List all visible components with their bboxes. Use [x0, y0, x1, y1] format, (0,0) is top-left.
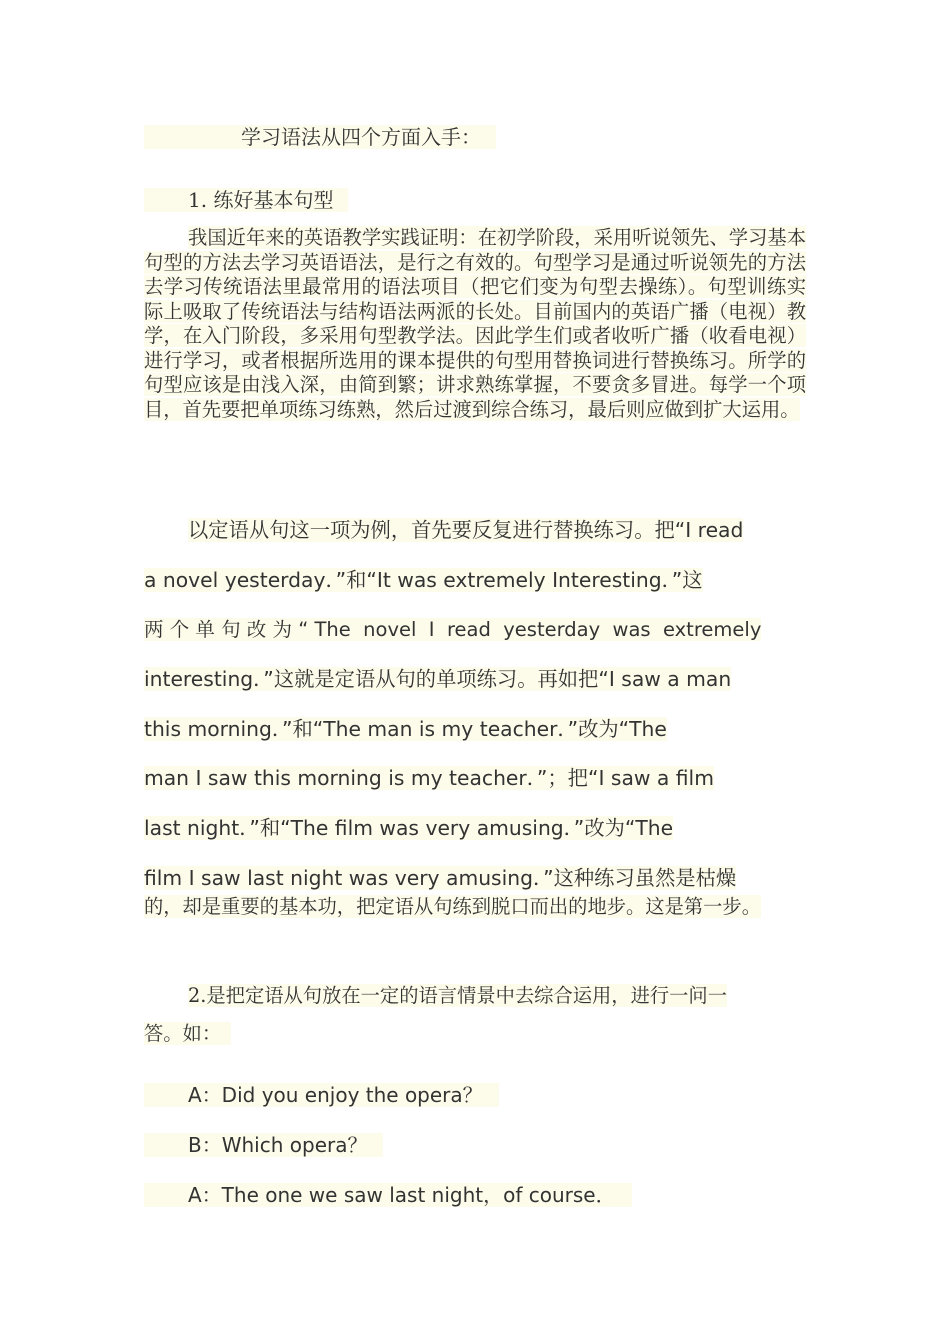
example-line: [144, 506, 806, 556]
section-2-line: [144, 982, 806, 1010]
example-line-text: interesting．”这就是定语从句的单项练习。再如把“I saw a man: [144, 667, 732, 692]
title-text: 学习语法从四个方面入手：: [144, 125, 496, 149]
section-heading-1-text: 1. 练好基本句型: [144, 188, 348, 212]
section-heading-1: [144, 188, 348, 212]
document-title: [144, 125, 496, 149]
section-2-paragraph: [144, 982, 806, 1048]
dialogue-line-text: A：Did you enjoy the opera？: [144, 1083, 499, 1107]
example-line: [144, 605, 806, 655]
section-2-line-text: 2.是把定语从句放在一定的语言情景中去综合运用，进行一问一: [188, 984, 727, 1007]
section-1-paragraph: [144, 226, 806, 422]
dialogue-line-text: A：The one we saw last night，of course．: [144, 1183, 632, 1207]
example-line-text: man I saw this morning is my teacher．”；把“I saw a film: [144, 766, 714, 791]
example-line-text: a novel yesterday．”和“It was extremely Interesting．”这: [144, 567, 703, 592]
example-line: [144, 655, 806, 705]
example-line-text: film I saw last night was very amusing．”这种练习虽然是枯燥: [144, 865, 737, 890]
example-tail-text: 的，却是重要的基本功，把定语从句练到脱口而出的地步。这是第一步。: [144, 894, 761, 918]
example-line: [144, 705, 806, 755]
dialogue-line: [144, 1082, 499, 1108]
example-paragraph: [144, 506, 806, 919]
example-tail: [144, 894, 806, 919]
example-line-text: 两 个 单 句 改 为 “ The novel I read yesterday was extremely: [144, 618, 762, 642]
example-line: [144, 556, 806, 606]
example-line-text: this morning．”和“The man is my teacher．”改为“The: [144, 716, 667, 741]
example-line-text: last night．”和“The film was very amusing．”改为“The: [144, 816, 674, 841]
example-line-text: 以定语从句这一项为例，首先要反复进行替换练习。把“I read: [188, 518, 744, 542]
example-line: [144, 804, 806, 854]
section-1-paragraph-text: 我国近年来的英语教学实践证明：在初学阶段，采用听说领先、学习基本句型的方法去学习英语语法，是行之有效的。句型学习是通过听说领先的方法去学习传统语法里最常用的语法项目（把它们变为句型去操练）。句型训练实际上吸取了传统语法与结构语法两派的长处。目前国内的英语广播（电视）教学，在入门阶段，多采用句型教学法。因此学生们或者收听广播（收看电视）进行学习，或者根据所选用的课本提供的句型用替换词进行替换练习。所学的句型应该是由浅入深，由简到繁；讲求熟练掌握，不要贪多冒进。每学一个项目，首先要把单项练习练熟，然后过渡到综合练习，最后则应做到扩大运用。: [144, 226, 806, 421]
section-2-line: [144, 1020, 806, 1048]
example-line: [144, 754, 806, 804]
dialogue-line: [144, 1182, 632, 1208]
dialogue-line-text: B：Which opera？: [144, 1133, 383, 1157]
dialogue-line: [144, 1132, 383, 1158]
section-2-line-text: 答。如：: [144, 1022, 231, 1045]
